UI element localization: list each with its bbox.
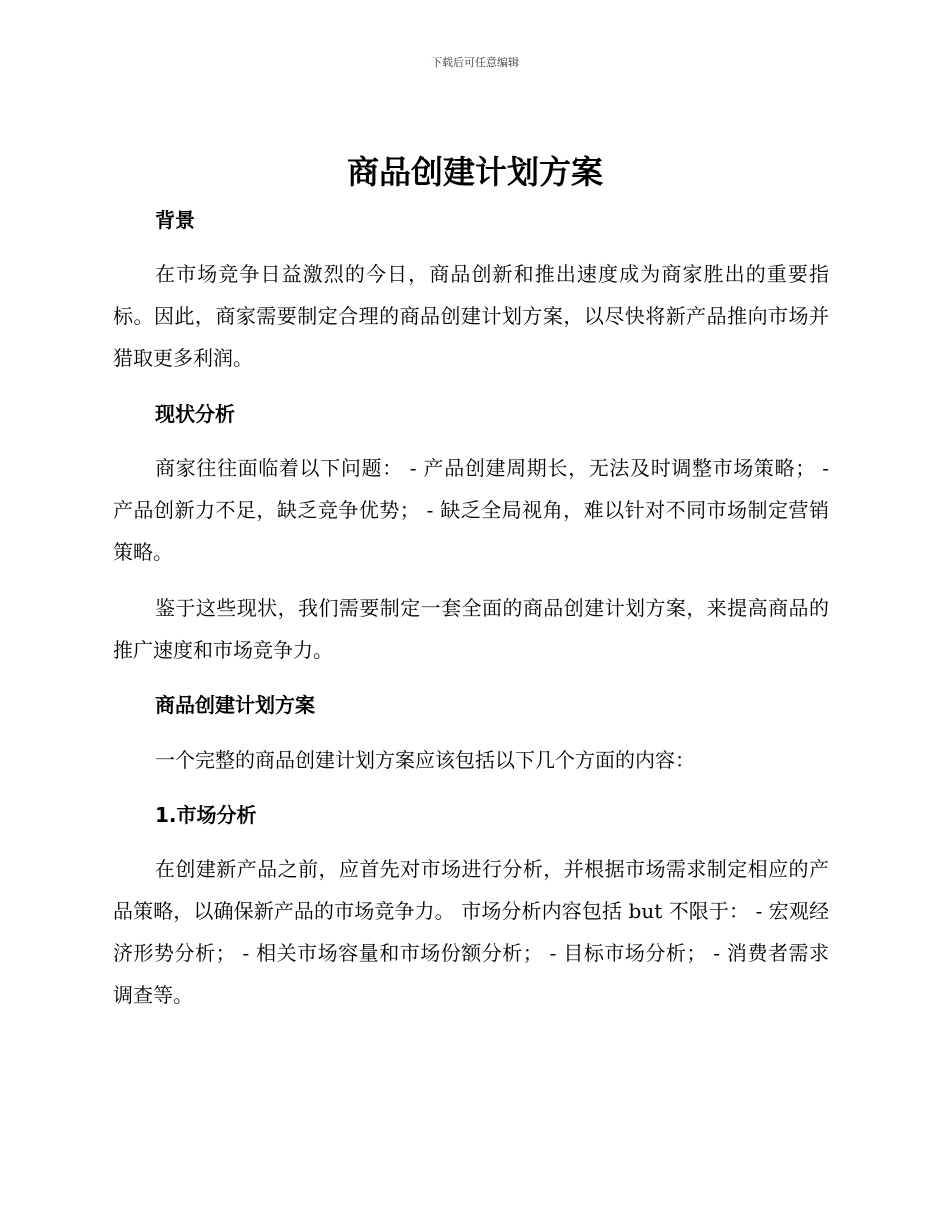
paragraph-market-analysis: 在创建新产品之前，应首先对市场进行分析，并根据市场需求制定相应的产品策略，以确保新产品的市场竞争力。 市场分析内容包括 but 不限于： - 宏观经济形势分析； - 相关市场容量和市场份额分析； - 目标市场分析； - 消费者需求调查等。 — [113, 857, 829, 1007]
document-title: 商品创建计划方案 — [346, 153, 603, 191]
section-heading-market-analysis: 1.市场分析 — [155, 803, 257, 827]
section-heading-plan: 商品创建计划方案 — [155, 693, 315, 717]
header-note: 下载后可任意编辑 — [431, 56, 519, 69]
paragraph-status-analysis: 商家往往面临着以下问题： - 产品创建周期长，无法及时调整市场策略； - 产品创新力不足，缺乏竞争优势； - 缺乏全局视角，难以针对不同市场制定营销策略。 — [113, 456, 829, 564]
section-heading-background: 背景 — [155, 208, 195, 232]
paragraph-plan-intro: 一个完整的商品创建计划方案应该包括以下几个方面的内容： — [155, 748, 695, 772]
paragraph-status-conclusion: 鉴于这些现状，我们需要制定一套全面的商品创建计划方案，来提高商品的推广速度和市场竞争力。 — [113, 596, 829, 662]
paragraph-background: 在市场竞争日益激烈的今日，商品创新和推出速度成为商家胜出的重要指标。因此，商家需要制定合理的商品创建计划方案，以尽快将新产品推向市场并猎取更多利润。 — [113, 262, 829, 370]
section-heading-status-analysis: 现状分析 — [155, 402, 235, 426]
